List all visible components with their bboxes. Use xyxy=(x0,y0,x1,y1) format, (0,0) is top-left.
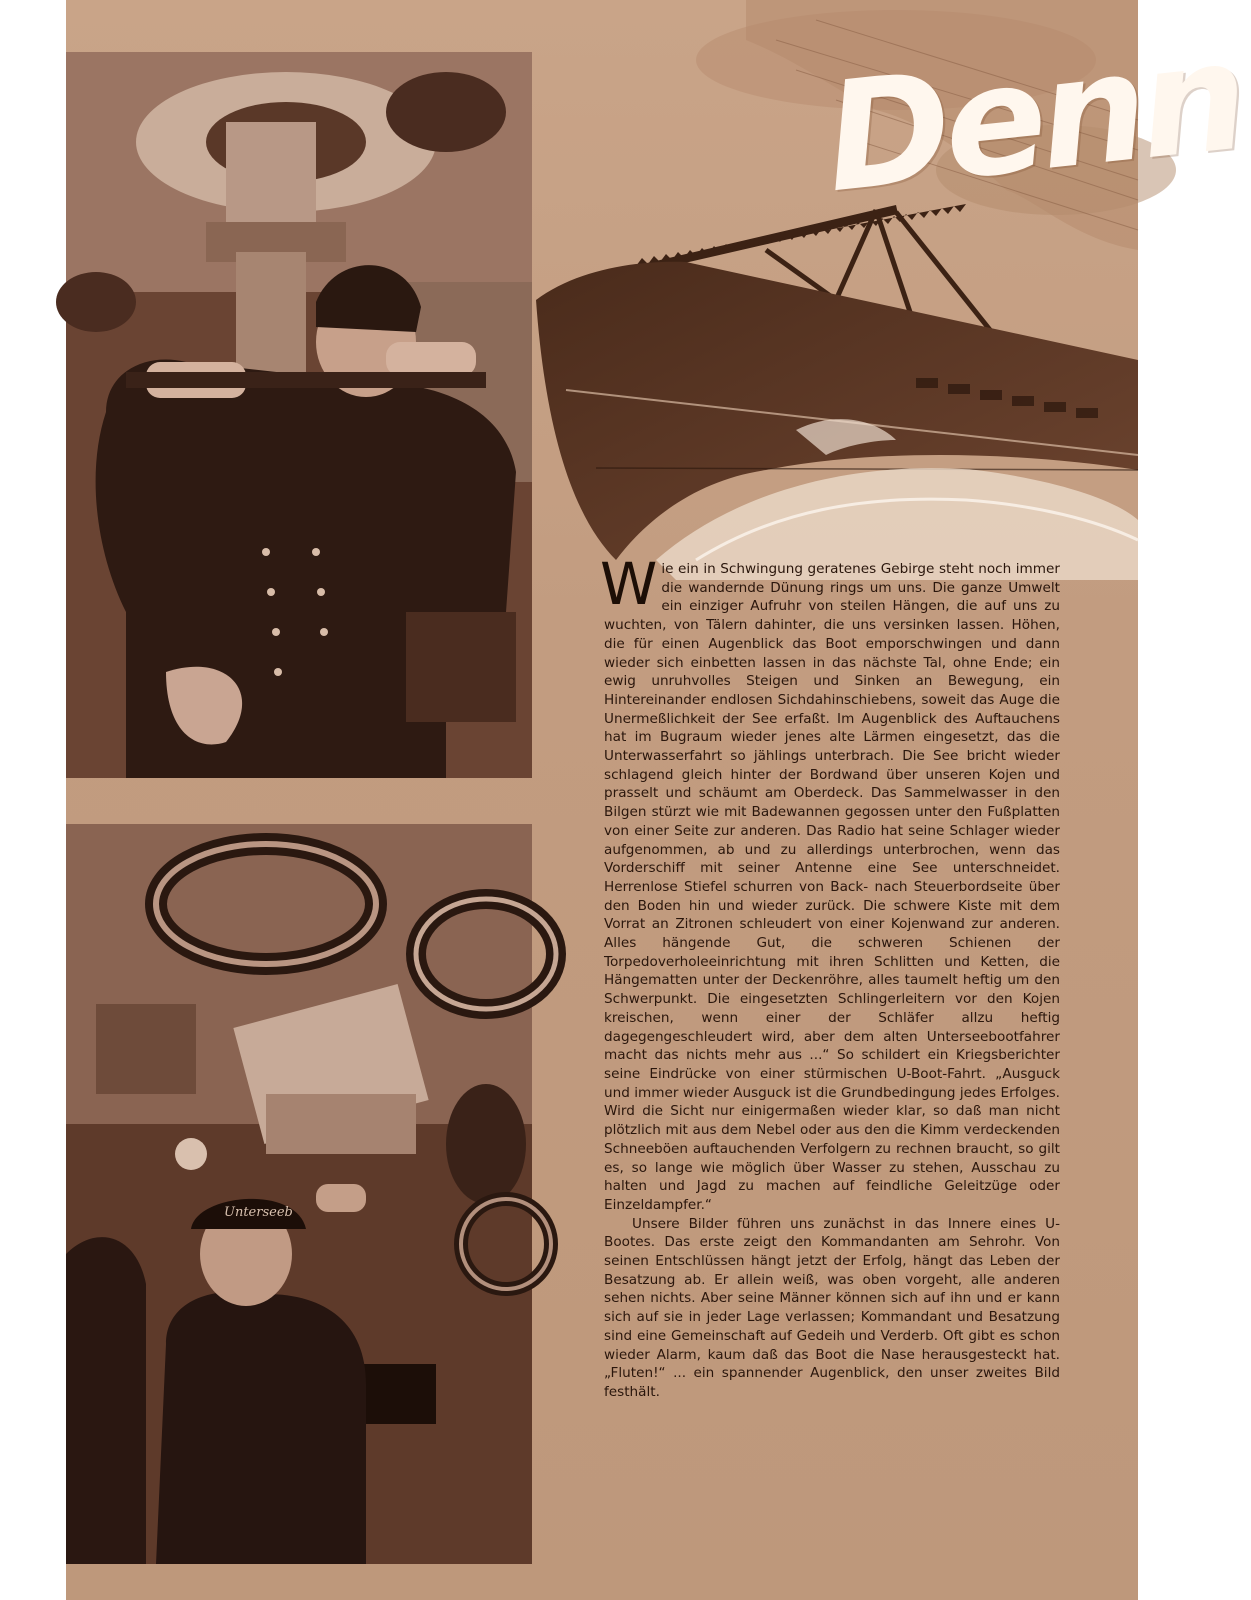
photo-commander-periscope xyxy=(66,52,532,778)
cap-ribbon-text: Unterseeb xyxy=(224,1205,293,1220)
magazine-page xyxy=(66,0,1250,1600)
article-body xyxy=(600,550,1060,1460)
paragraph-1-text: ie ein in Schwingung geratenes Gebirge steht noch immer die wandernde Dünung rings um uns. Die ganze Umwelt ein einziger Aufruhr von steilen Hängen, die auf uns zu wuchten, von Tälern dahinter, die uns versinken lassen. Höhen, die für einen Augenblick das Boot emporschwingen und dann wieder sich einbetten lassen in das nächste Tal, ohne Ende; ein ewig unruhvolles Steigen und Sinken an Bewegung, ein Hintereinander endlosen Sichdahinschiebens, soweit das Auge die Unermeßlichkeit der See erfaßt. Im Augenblick des Auftauchens hat im Bugraum wieder jenes alte Lärmen eingesetzt, das die Unterwasserfahrt so jählings unterbrach. Die See bricht wieder schlagend gleich hinter der Bordwand über unseren Kojen und prasselt und schäumt am Oberdeck. Das Sammelwasser in den Bilgen stürzt wie mit Badewannen gegossen unter den Fußplatten von einer Seite zur anderen. Das Radio hat seine Schlager wieder aufgenommen, ab und zu allerdings unterbrochen, wenn das Vorderschiff mit seiner Antenne eine See unterschneidet. Herrenlose Stiefel schurren von Back- nach Steuerbordseite über den Boden hin und wieder zurück. Die schwere Kiste mit dem Vorrat an Zitronen schleudert von einer Kojenwand zur anderen. Alles hängende Gut, die schweren Schienen der Torpedoverholeeinrichtung mit ihren Schlitten und Ketten, die Hängematten unter der Deckenröhre, alles taumelt heftig um den Schwerpunkt. Die eingesetzten Schlingerleitern vor den Kojen kreischen, wenn einer der Schläfer allzu heftig dagegengeschleudert wird, aber dem alten Unterseebootfahrer macht das nichts mehr aus ...“ So schildert ein Kriegsberichter seine Eindrücke von einer stürmischen U-Boot-Fahrt. „Ausguck und immer wieder Ausguck ist die Grundbedingung jedes Erfolges. Wird die Sicht nur einigermaßen wieder klar, so daß man nicht plötzlich mit aus dem Nebel oder aus den die Kimm verdeckenden Schneeböen auftauchenden Verfolgern zu rechnen braucht, so gilt es, so lange wie möglich über Wasser zu stehen, Ausschau zu halten und Jagd zu machen auf feindliche Geleitzüge oder Einzeldampfer.“ xyxy=(604,561,1060,1213)
drop-cap: W xyxy=(600,550,658,618)
article-paragraph-1 xyxy=(600,550,1060,1215)
photo-sailor-valves xyxy=(66,824,532,1564)
headline: Denn xyxy=(817,9,1250,227)
article-paragraph-2: Unsere Bilder führen uns zunächst in das Innere eines U-Bootes. Das erste zeigt den Kommandanten am Sehrohr. Von seinen Entschlüssen hängt jetzt der Erfolg, hängt das Leben der Besatzung ab. Er allein weiß, was oben vorgeht, alle anderen sehen nichts. Aber seine Männer können sich auf ihn und er kann sich auf sie in jeder Lage verlassen; Kommandant und Besatzung sind eine Gemeinschaft auf Gedeih und Verderb. Oft gibt es schon wieder Alarm, kaum daß das Boot die Nase herausgesteckt hat. „Fluten!“ ... ein spannender Augenblick, den unser zweites Bild festhält. xyxy=(604,1215,1060,1400)
